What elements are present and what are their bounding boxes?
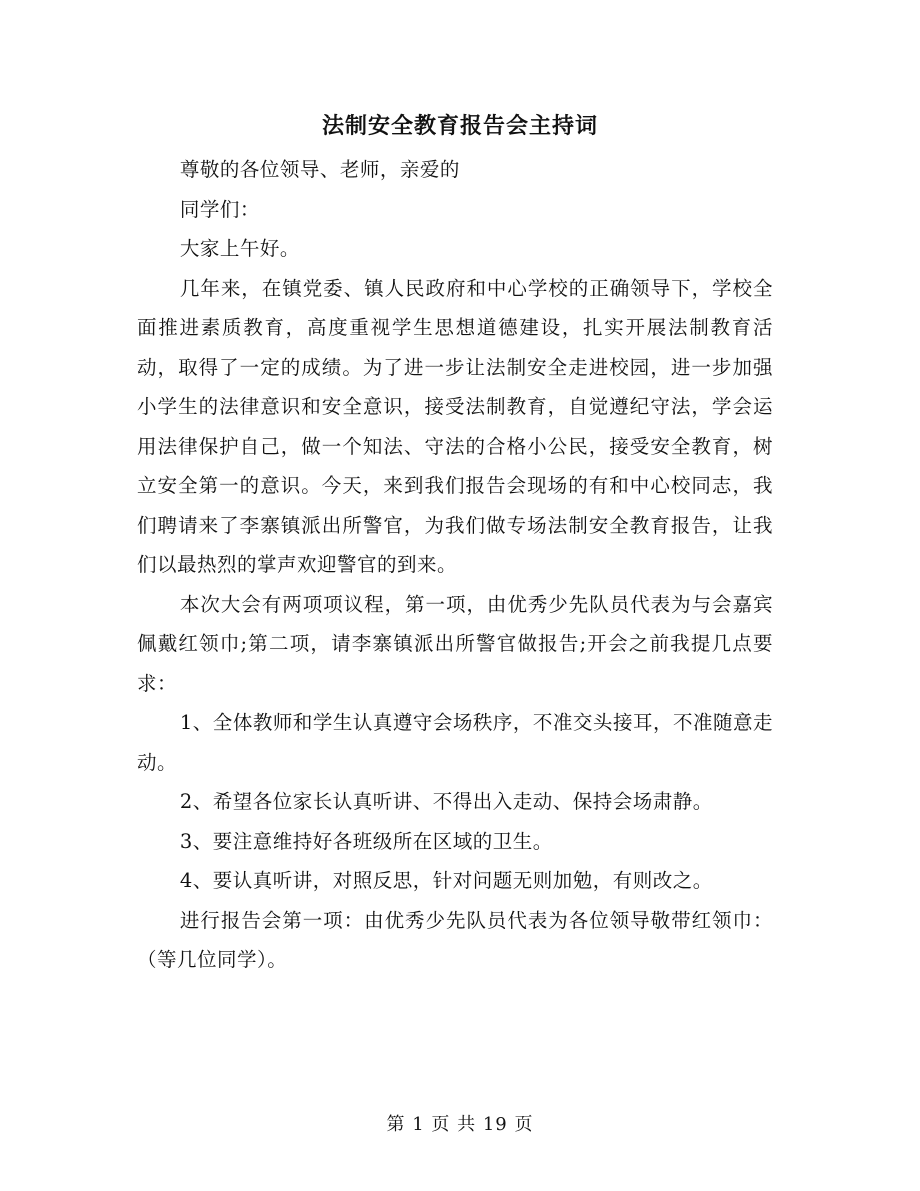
- requirement-3: 3、要注意维持好各班级所在区域的卫生。: [179, 829, 553, 853]
- page-number-label: 第 1 页 共 19 页: [386, 1114, 534, 1135]
- first-item-paragraph: 进行报告会第一项：由优秀少先队员代表为各位领导敬带红领巾：（等几位同学）。: [137, 908, 773, 971]
- salutation-continuation: 同学们：: [179, 197, 260, 221]
- salutation-line: 尊敬的各位领导、老师，亲爱的: [179, 158, 460, 181]
- greeting: 大家上午好。: [179, 237, 300, 260]
- requirement-1: 1、全体教师和学生认真遵守会场秩序，不准交头接耳，不准随意走动。: [137, 711, 773, 774]
- intro-paragraph: 几年来，在镇党委、镇人民政府和中心学校的正确领导下，学校全面推进素质教育，高度重视学生思想道德建设，扎实开展法制教育活动，取得了一定的成绩。为了进一步让法制安全走进校园，进一步加强小学生的法律意识和安全意识，接受法制教育，自觉遵纪守法，学会运用法律保护自己，做一个知法、守法的合格小公民，接受安全教育，树立安全第一的意识。今天，来到我们报告会现场的有和中心校同志，我们聘请来了李寨镇派出所警官，为我们做专场法制安全教育报告，让我们以最热烈的掌声欢迎警官的到来。: [137, 276, 773, 576]
- agenda-paragraph: 本次大会有两项项议程，第一项，由优秀少先队员代表为与会嘉宾佩戴红领巾;第二项，请李寨镇派出所警官做报告;开会之前我提几点要求：: [137, 592, 773, 695]
- document-title: 法制安全教育报告会主持词: [321, 113, 598, 139]
- requirement-4: 4、要认真听讲，对照反思，针对问题无则加勉，有则改之。: [179, 869, 713, 892]
- document-body: [137, 150, 773, 980]
- page-number-footer: [0, 1112, 920, 1138]
- requirement-2: 2、希望各位家长认真听讲、不得出入走动、保持会场肃静。: [179, 790, 713, 813]
